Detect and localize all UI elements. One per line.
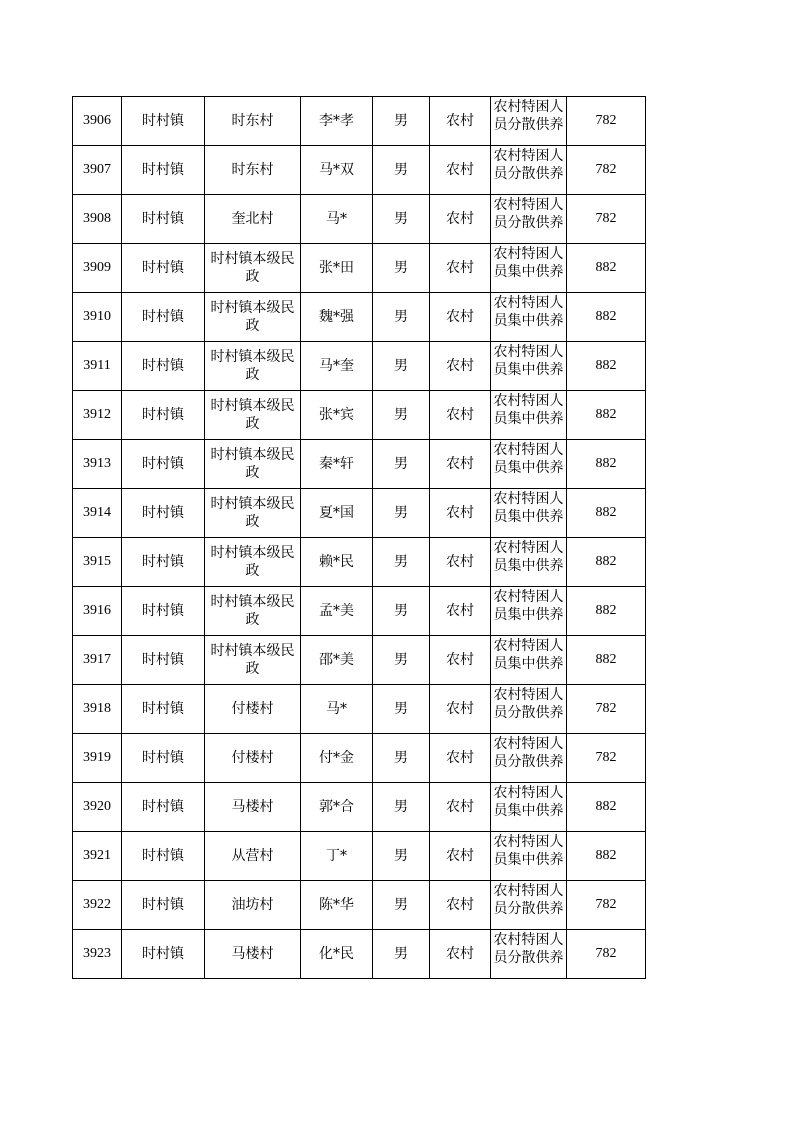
town-cell: 时村镇 bbox=[122, 342, 205, 391]
record-number-cell: 3906 bbox=[73, 97, 122, 146]
support-category-cell bbox=[491, 832, 567, 881]
residence-type-cell: 农村 bbox=[430, 293, 491, 342]
gender-cell: 男 bbox=[373, 636, 430, 685]
person-name-cell: 赖*民 bbox=[301, 538, 373, 587]
record-number-cell: 3916 bbox=[73, 587, 122, 636]
record-number-cell: 3923 bbox=[73, 930, 122, 979]
support-category-text: 农村特困人员分散供养 bbox=[493, 687, 564, 721]
gender-cell: 男 bbox=[373, 440, 430, 489]
village-cell: 从营村 bbox=[205, 832, 301, 881]
person-name-cell: 马* bbox=[301, 195, 373, 244]
town-cell: 时村镇 bbox=[122, 685, 205, 734]
gender-cell: 男 bbox=[373, 685, 430, 734]
record-number-cell: 3922 bbox=[73, 881, 122, 930]
village-cell: 时东村 bbox=[205, 146, 301, 195]
person-name-cell: 郭*合 bbox=[301, 783, 373, 832]
gender-cell: 男 bbox=[373, 538, 430, 587]
support-category-text: 农村特困人员分散供养 bbox=[493, 148, 564, 182]
table-row bbox=[73, 734, 646, 783]
village-cell: 时村镇本级民政 bbox=[205, 538, 301, 587]
support-category-text: 农村特困人员集中供养 bbox=[493, 393, 564, 427]
residence-type-cell: 农村 bbox=[430, 391, 491, 440]
record-number-cell: 3911 bbox=[73, 342, 122, 391]
town-cell: 时村镇 bbox=[122, 538, 205, 587]
table-row bbox=[73, 636, 646, 685]
table-row bbox=[73, 342, 646, 391]
amount-cell: 782 bbox=[567, 685, 646, 734]
amount-cell: 882 bbox=[567, 587, 646, 636]
town-cell: 时村镇 bbox=[122, 293, 205, 342]
amount-cell: 782 bbox=[567, 734, 646, 783]
village-cell: 时村镇本级民政 bbox=[205, 587, 301, 636]
residence-type-cell: 农村 bbox=[430, 832, 491, 881]
support-category-text: 农村特困人员集中供养 bbox=[493, 834, 564, 868]
table-row bbox=[73, 783, 646, 832]
gender-cell: 男 bbox=[373, 587, 430, 636]
gender-cell: 男 bbox=[373, 146, 430, 195]
town-cell: 时村镇 bbox=[122, 832, 205, 881]
record-number-cell: 3921 bbox=[73, 832, 122, 881]
gender-cell: 男 bbox=[373, 244, 430, 293]
town-cell: 时村镇 bbox=[122, 881, 205, 930]
village-cell: 奎北村 bbox=[205, 195, 301, 244]
person-name-cell: 丁* bbox=[301, 832, 373, 881]
record-number-cell: 3917 bbox=[73, 636, 122, 685]
support-category-cell bbox=[491, 587, 567, 636]
person-name-cell: 夏*国 bbox=[301, 489, 373, 538]
table-body bbox=[73, 97, 646, 979]
residence-type-cell: 农村 bbox=[430, 636, 491, 685]
gender-cell: 男 bbox=[373, 97, 430, 146]
gender-cell: 男 bbox=[373, 734, 430, 783]
support-category-cell bbox=[491, 930, 567, 979]
record-number-cell: 3919 bbox=[73, 734, 122, 783]
table-row bbox=[73, 930, 646, 979]
village-cell: 马楼村 bbox=[205, 783, 301, 832]
relief-roster-table bbox=[72, 96, 646, 979]
support-category-text: 农村特困人员分散供养 bbox=[493, 736, 564, 770]
village-cell: 时东村 bbox=[205, 97, 301, 146]
residence-type-cell: 农村 bbox=[430, 538, 491, 587]
support-category-text: 农村特困人员集中供养 bbox=[493, 491, 564, 525]
record-number-cell: 3913 bbox=[73, 440, 122, 489]
record-number-cell: 3909 bbox=[73, 244, 122, 293]
support-category-text: 农村特困人员分散供养 bbox=[493, 883, 564, 917]
record-number-cell: 3907 bbox=[73, 146, 122, 195]
person-name-cell: 李*孝 bbox=[301, 97, 373, 146]
village-cell: 时村镇本级民政 bbox=[205, 440, 301, 489]
amount-cell: 782 bbox=[567, 930, 646, 979]
table-row bbox=[73, 587, 646, 636]
table-row bbox=[73, 538, 646, 587]
record-number-cell: 3918 bbox=[73, 685, 122, 734]
person-name-cell: 付*金 bbox=[301, 734, 373, 783]
village-cell: 时村镇本级民政 bbox=[205, 342, 301, 391]
support-category-text: 农村特困人员集中供养 bbox=[493, 638, 564, 672]
amount-cell: 882 bbox=[567, 391, 646, 440]
table-row bbox=[73, 489, 646, 538]
amount-cell: 882 bbox=[567, 293, 646, 342]
village-cell: 时村镇本级民政 bbox=[205, 391, 301, 440]
gender-cell: 男 bbox=[373, 783, 430, 832]
support-category-cell bbox=[491, 244, 567, 293]
amount-cell: 882 bbox=[567, 636, 646, 685]
support-category-cell bbox=[491, 489, 567, 538]
amount-cell: 882 bbox=[567, 538, 646, 587]
amount-cell: 882 bbox=[567, 832, 646, 881]
residence-type-cell: 农村 bbox=[430, 783, 491, 832]
gender-cell: 男 bbox=[373, 881, 430, 930]
town-cell: 时村镇 bbox=[122, 783, 205, 832]
residence-type-cell: 农村 bbox=[430, 685, 491, 734]
support-category-cell bbox=[491, 538, 567, 587]
person-name-cell: 秦*轩 bbox=[301, 440, 373, 489]
person-name-cell: 孟*美 bbox=[301, 587, 373, 636]
record-number-cell: 3920 bbox=[73, 783, 122, 832]
gender-cell: 男 bbox=[373, 832, 430, 881]
residence-type-cell: 农村 bbox=[430, 489, 491, 538]
support-category-text: 农村特困人员集中供养 bbox=[493, 785, 564, 819]
person-name-cell: 张*田 bbox=[301, 244, 373, 293]
support-category-cell bbox=[491, 440, 567, 489]
support-category-cell bbox=[491, 195, 567, 244]
village-cell: 油坊村 bbox=[205, 881, 301, 930]
village-cell: 时村镇本级民政 bbox=[205, 636, 301, 685]
table-row bbox=[73, 195, 646, 244]
village-cell: 时村镇本级民政 bbox=[205, 489, 301, 538]
record-number-cell: 3914 bbox=[73, 489, 122, 538]
support-category-cell bbox=[491, 734, 567, 783]
residence-type-cell: 农村 bbox=[430, 587, 491, 636]
person-name-cell: 马* bbox=[301, 685, 373, 734]
table-row bbox=[73, 881, 646, 930]
gender-cell: 男 bbox=[373, 930, 430, 979]
amount-cell: 882 bbox=[567, 489, 646, 538]
support-category-text: 农村特困人员分散供养 bbox=[493, 99, 564, 133]
village-cell: 付楼村 bbox=[205, 734, 301, 783]
table-row bbox=[73, 244, 646, 293]
support-category-cell bbox=[491, 342, 567, 391]
amount-cell: 782 bbox=[567, 146, 646, 195]
table-row bbox=[73, 440, 646, 489]
support-category-cell bbox=[491, 146, 567, 195]
support-category-cell bbox=[491, 881, 567, 930]
table-row bbox=[73, 391, 646, 440]
town-cell: 时村镇 bbox=[122, 489, 205, 538]
residence-type-cell: 农村 bbox=[430, 440, 491, 489]
record-number-cell: 3915 bbox=[73, 538, 122, 587]
support-category-cell bbox=[491, 293, 567, 342]
person-name-cell: 马*双 bbox=[301, 146, 373, 195]
record-number-cell: 3908 bbox=[73, 195, 122, 244]
amount-cell: 882 bbox=[567, 342, 646, 391]
residence-type-cell: 农村 bbox=[430, 97, 491, 146]
town-cell: 时村镇 bbox=[122, 930, 205, 979]
village-cell: 时村镇本级民政 bbox=[205, 244, 301, 293]
gender-cell: 男 bbox=[373, 342, 430, 391]
support-category-cell bbox=[491, 685, 567, 734]
amount-cell: 882 bbox=[567, 244, 646, 293]
residence-type-cell: 农村 bbox=[430, 881, 491, 930]
table-row bbox=[73, 685, 646, 734]
support-category-cell bbox=[491, 97, 567, 146]
residence-type-cell: 农村 bbox=[430, 146, 491, 195]
person-name-cell: 邵*美 bbox=[301, 636, 373, 685]
gender-cell: 男 bbox=[373, 195, 430, 244]
person-name-cell: 化*民 bbox=[301, 930, 373, 979]
support-category-cell bbox=[491, 636, 567, 685]
record-number-cell: 3910 bbox=[73, 293, 122, 342]
support-category-cell bbox=[491, 391, 567, 440]
town-cell: 时村镇 bbox=[122, 146, 205, 195]
person-name-cell: 张*宾 bbox=[301, 391, 373, 440]
support-category-text: 农村特困人员集中供养 bbox=[493, 540, 564, 574]
gender-cell: 男 bbox=[373, 293, 430, 342]
support-category-text: 农村特困人员集中供养 bbox=[493, 442, 564, 476]
table-row bbox=[73, 146, 646, 195]
town-cell: 时村镇 bbox=[122, 636, 205, 685]
person-name-cell: 马*奎 bbox=[301, 342, 373, 391]
residence-type-cell: 农村 bbox=[430, 244, 491, 293]
amount-cell: 882 bbox=[567, 440, 646, 489]
village-cell: 付楼村 bbox=[205, 685, 301, 734]
table-row bbox=[73, 293, 646, 342]
residence-type-cell: 农村 bbox=[430, 342, 491, 391]
town-cell: 时村镇 bbox=[122, 244, 205, 293]
village-cell: 马楼村 bbox=[205, 930, 301, 979]
town-cell: 时村镇 bbox=[122, 391, 205, 440]
support-category-text: 农村特困人员集中供养 bbox=[493, 246, 564, 280]
support-category-cell bbox=[491, 783, 567, 832]
support-category-text: 农村特困人员集中供养 bbox=[493, 295, 564, 329]
town-cell: 时村镇 bbox=[122, 195, 205, 244]
amount-cell: 782 bbox=[567, 195, 646, 244]
town-cell: 时村镇 bbox=[122, 97, 205, 146]
residence-type-cell: 农村 bbox=[430, 195, 491, 244]
support-category-text: 农村特困人员分散供养 bbox=[493, 932, 564, 966]
village-cell: 时村镇本级民政 bbox=[205, 293, 301, 342]
support-category-text: 农村特困人员集中供养 bbox=[493, 344, 564, 378]
amount-cell: 782 bbox=[567, 881, 646, 930]
record-number-cell: 3912 bbox=[73, 391, 122, 440]
support-category-text: 农村特困人员分散供养 bbox=[493, 197, 564, 231]
residence-type-cell: 农村 bbox=[430, 734, 491, 783]
gender-cell: 男 bbox=[373, 489, 430, 538]
town-cell: 时村镇 bbox=[122, 587, 205, 636]
support-category-text: 农村特困人员集中供养 bbox=[493, 589, 564, 623]
amount-cell: 782 bbox=[567, 97, 646, 146]
person-name-cell: 魏*强 bbox=[301, 293, 373, 342]
residence-type-cell: 农村 bbox=[430, 930, 491, 979]
gender-cell: 男 bbox=[373, 391, 430, 440]
person-name-cell: 陈*华 bbox=[301, 881, 373, 930]
amount-cell: 882 bbox=[567, 783, 646, 832]
town-cell: 时村镇 bbox=[122, 734, 205, 783]
table-row bbox=[73, 97, 646, 146]
table-row bbox=[73, 832, 646, 881]
town-cell: 时村镇 bbox=[122, 440, 205, 489]
